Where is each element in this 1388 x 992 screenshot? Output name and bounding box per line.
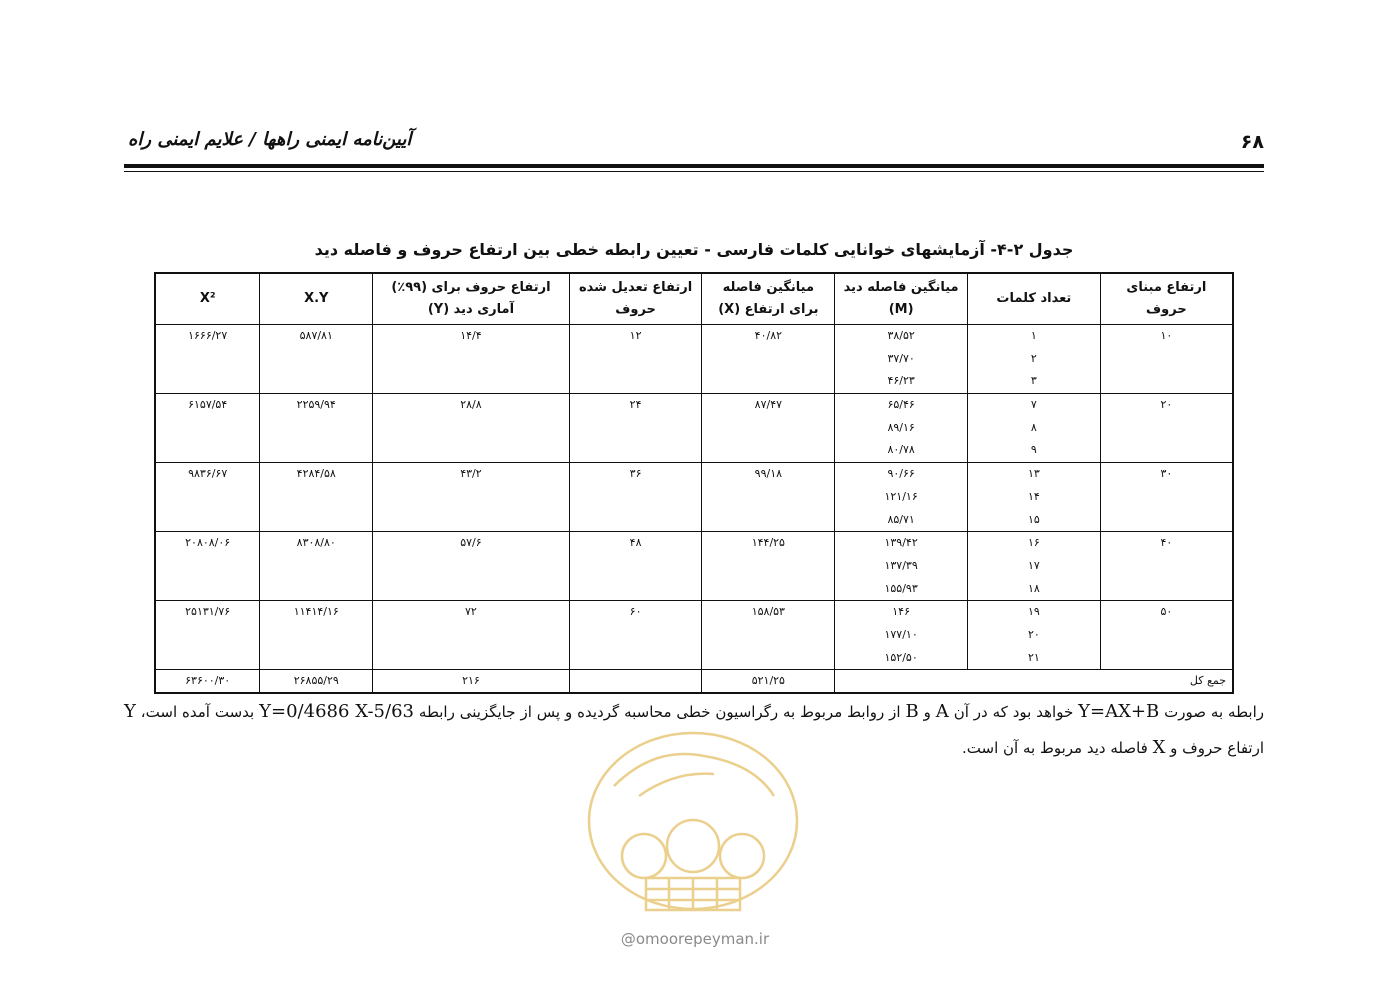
word-count-line: ۱۶ [1027,536,1040,550]
mean-distance-line: ۹۰/۶۶ [887,467,915,481]
word-count-line: ۱۵ [1027,512,1040,526]
base-height-value: ۴۰ [1160,536,1173,550]
total-row [155,670,1233,694]
adjusted-height-cell [569,325,702,394]
mean-x-value: ۱۴۴/۲۵ [751,536,785,550]
word-count-line: ۱۹ [1027,605,1040,619]
header-rule-thick [124,164,1264,168]
para-text-1: رابطه به صورت [1159,703,1264,721]
mean-x-cell [702,601,835,670]
word-count-line: ۱۸ [1027,581,1040,595]
adjusted-height-cell [569,601,702,670]
total-x2: ۶۳۶۰۰/۳۰ [155,670,260,694]
xy-value: ۱۱۴۱۴/۱۶ [293,605,339,619]
total-mean-x: ۵۲۱/۲۵ [702,670,835,694]
watermark-stamp-icon [584,726,802,916]
word-count-line: ۷ [1030,398,1037,412]
adjusted-height-cell [569,463,702,532]
x2-cell [155,532,260,601]
word-count-cell [968,601,1101,670]
x2-cell [155,394,260,463]
xy-value: ۵۸۷/۸۱ [299,329,333,342]
adjusted-height-value: ۴۸ [629,536,642,550]
adjusted-height-value: ۱۲ [629,329,642,342]
header-y: ارتفاع حروف برای (۹۹٪) آماری دید (Y) [373,273,570,325]
word-count-cell [968,463,1101,532]
word-count-line: ۲ [1030,351,1037,365]
mean-x-value: ۸۷/۴۷ [754,398,783,412]
running-title: آیین‌نامه ایمنی راهها / علایم ایمنی راه [128,129,412,150]
base-height-cell [1100,394,1233,463]
header-adjusted-height: ارتفاع تعدیل شده حروف [569,273,702,325]
xy-value: ۴۲۸۴/۵۸ [296,467,336,481]
xy-cell [260,463,373,532]
y-cell [373,325,570,394]
page-number: ۶۸ [1240,131,1264,153]
mean-distance-line: ۶۵/۴۶ [887,398,915,412]
word-count-line: ۱۴ [1027,489,1040,503]
table-row [155,532,1233,601]
mean-distance-line: ۱۳۷/۳۹ [884,558,918,572]
xy-value: ۲۲۵۹/۹۴ [296,398,336,412]
mean-distance-line: ۱۷۷/۱۰ [884,627,918,641]
mean-distance-line: ۳۷/۷۰ [887,351,915,365]
mean-distance-line: ۱۵۵/۹۳ [884,581,918,595]
word-count-line: ۹ [1030,443,1037,457]
equation-general: Y=AX+B [1078,701,1160,722]
mean-distance-cell [835,532,968,601]
symbol-y: Y [124,701,136,722]
adjusted-height-value: ۲۴ [629,398,642,412]
mean-x-cell [702,532,835,601]
para-text-4: از روابط مربوط به رگراسیون خطی محاسبه گردیده و پس از جایگزینی رابطه [413,703,906,721]
word-count-line: ۳ [1030,374,1037,388]
mean-x-value: ۹۹/۱۸ [754,467,783,481]
header-base-height: ارتفاع مبنای حروف [1100,273,1233,325]
adjusted-height-cell [569,394,702,463]
equation-fitted: Y=0/4686 X-5/63 [259,701,414,722]
mean-distance-line: ۳۸/۵۲ [887,329,915,342]
x2-value: ۲۰۸۰۸/۰۶ [185,536,231,550]
adjusted-height-cell [569,532,702,601]
header-xy: X.Y [260,273,373,325]
header-mean-distance: میانگین فاصله دید (M) [835,273,968,325]
para-text-2: خواهد بود که در آن [948,703,1079,721]
para-text-3: و [918,703,936,721]
para-text-5: بدست آمده است، [135,703,260,721]
y-cell [373,463,570,532]
mean-distance-line: ۱۴۶ [892,605,910,619]
base-height-cell [1100,532,1233,601]
y-value: ۲۸/۸ [460,398,482,412]
y-value: ۵۷/۶ [460,536,482,550]
y-value: ۷۲ [465,605,477,619]
base-height-value: ۱۰ [1160,329,1173,342]
para-text-7: فاصله دید مربوط به آن است. [962,739,1153,757]
header-x2: X² [155,273,260,325]
header-mean-x: میانگین فاصله برای ارتفاع (X) [702,273,835,325]
x2-cell [155,325,260,394]
adjusted-height-value: ۶۰ [629,605,642,619]
total-adjusted [569,670,702,694]
header-rule-thin [124,171,1264,172]
base-height-value: ۳۰ [1160,467,1173,481]
table-row [155,325,1233,394]
base-height-cell [1100,601,1233,670]
word-count-line: ۸ [1030,420,1037,434]
base-height-cell [1100,325,1233,394]
total-label: جمع کل [835,670,1233,694]
mean-distance-line: ۸۵/۷۱ [887,512,915,526]
table-row [155,463,1233,532]
mean-distance-line: ۱۳۹/۴۲ [884,536,918,550]
mean-distance-line: ۴۶/۲۳ [887,374,915,388]
mean-x-cell [702,394,835,463]
xy-cell [260,325,373,394]
xy-cell [260,394,373,463]
mean-distance-cell [835,325,968,394]
x2-value: ۱۶۶۶/۲۷ [188,329,228,342]
base-height-cell [1100,463,1233,532]
mean-x-value: ۱۵۸/۵۳ [751,605,785,619]
table-row [155,601,1233,670]
table-caption: جدول ۲-۴- آزمایشهای خوانایی کلمات فارسی - تعیین رابطه خطی بین ارتفاع حروف و فاصله دید [314,240,1074,259]
mean-distance-cell [835,463,968,532]
base-height-value: ۲۰ [1160,398,1173,412]
symbol-b: B [905,701,919,722]
xy-cell [260,532,373,601]
table-header-row [155,273,1233,325]
word-count-cell [968,532,1101,601]
y-cell [373,394,570,463]
mean-x-cell [702,463,835,532]
mean-x-value: ۴۰/۸۲ [754,329,783,342]
word-count-line: ۲۱ [1027,650,1040,664]
y-cell [373,532,570,601]
word-count-line: ۲۰ [1027,627,1040,641]
y-value: ۴۳/۲ [460,467,482,481]
symbol-a: A [935,701,949,722]
symbol-x: X [1152,737,1166,758]
base-height-value: ۵۰ [1160,605,1173,619]
xy-cell [260,601,373,670]
y-value: ۱۴/۴ [460,329,482,342]
word-count-cell [968,394,1101,463]
x2-cell [155,463,260,532]
adjusted-height-value: ۳۶ [629,467,642,481]
mean-x-cell [702,325,835,394]
mean-distance-line: ۸۹/۱۶ [887,420,915,434]
word-count-line: ۱۷ [1027,558,1040,572]
table-row [155,394,1233,463]
mean-distance-line: ۸۰/۷۸ [887,443,915,457]
mean-distance-cell [835,601,968,670]
x2-value: ۹۸۳۶/۶۷ [188,467,228,481]
mean-distance-line: ۱۵۲/۵۰ [884,650,918,664]
legibility-table [154,272,1234,694]
x2-cell [155,601,260,670]
para-text-6: ارتفاع حروف و [1165,739,1264,757]
watermark-site: @omoorepeyman.ir [620,930,770,948]
total-y: ۲۱۶ [373,670,570,694]
word-count-line: ۱۳ [1027,467,1040,481]
word-count-line: ۱ [1030,329,1037,342]
xy-value: ۸۳۰۸/۸۰ [296,536,336,550]
mean-distance-line: ۱۲۱/۱۶ [884,489,918,503]
x2-value: ۲۵۱۳۱/۷۶ [185,605,231,619]
mean-distance-cell [835,394,968,463]
header-word-count: تعداد کلمات [968,273,1101,325]
y-cell [373,601,570,670]
word-count-cell [968,325,1101,394]
total-xy: ۲۶۸۵۵/۲۹ [260,670,373,694]
x2-value: ۶۱۵۷/۵۴ [188,398,228,412]
